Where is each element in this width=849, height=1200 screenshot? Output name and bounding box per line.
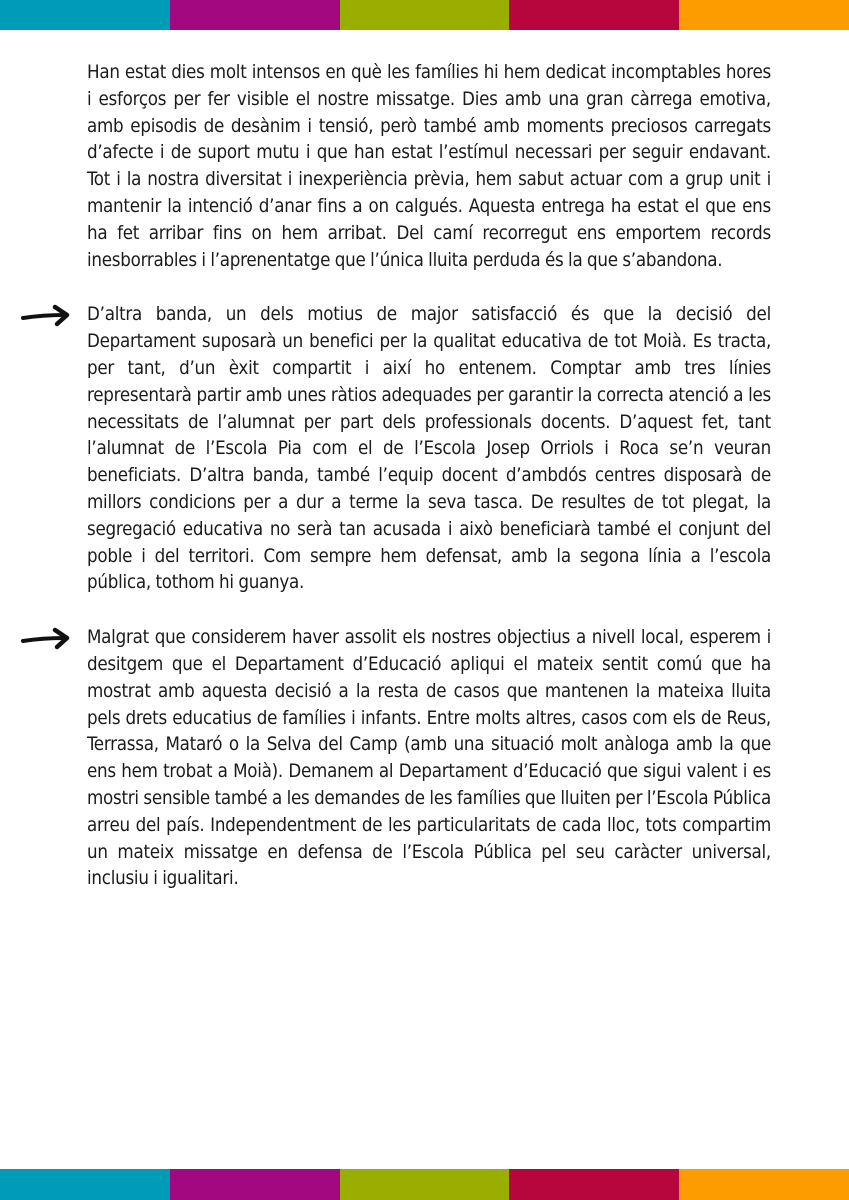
document-body (87, 60, 771, 921)
paragraph-3-text: Malgrat que considerem haver assolit els nostres objectius a nivell local, esperem i desitgem que el Departament d’Educació apliqui el mateix sentit comú que ha mostrat amb aquesta decisió a la resta de casos que mantenen la mateixa lluita pels drets educatius de famílies i infants. Entre molts altres, casos com els de Reus, Terrassa, Mataró o la Selva del Camp (amb una situació molt anàloga amb la que ens hem trobat a Moià). Demanem al Departament d’Educació que sigui valent i es mostri sensible també a les demandes de les famílies que lluiten per l’Escola Pública arreu del país. Independentment de les particularitats de cada lloc, tots compartim un mateix missatge en defensa de l’Escola Pública pel seu caràcter universal, inclusiu i igualitari. (87, 627, 771, 890)
paragraph-3 (87, 625, 771, 893)
paragraph-1 (87, 60, 771, 274)
color-segment-teal (0, 1169, 170, 1200)
color-segment-crimson (509, 0, 679, 30)
color-segment-teal (0, 0, 170, 30)
color-segment-crimson (509, 1169, 679, 1200)
top-color-bar (0, 0, 849, 30)
paragraph-2 (87, 302, 771, 597)
arrow-right-icon (21, 627, 73, 651)
color-segment-olive (340, 1169, 510, 1200)
paragraph-1-text: Han estat dies molt intensos en què les famílies hi hem dedicat incomptables hores i esforços per fer visible el nostre missatge. Dies amb una gran càrrega emotiva, amb episodis de desànim i tensió, però també amb moments preciosos carregats d’afecte i de suport mutu i que han estat l’estímul necessari per seguir endavant. Tot i la nostra diversitat i inexperiència prèvia, hem sabut actuar com a grup unit i mantenir la intenció d’anar fins a on calgués. Aquesta entrega ha estat el que ens ha fet arribar fins on hem arribat. Del camí recorregut ens emportem records inesborrables i l’aprenentatge que l’única lluita perduda és la que s’abandona. (87, 62, 771, 271)
color-segment-magenta (170, 0, 340, 30)
color-segment-orange (679, 0, 849, 30)
bottom-color-bar (0, 1169, 849, 1200)
color-segment-olive (340, 0, 510, 30)
paragraph-2-text: D’altra banda, un dels motius de major satisfacció és que la decisió del Departament suposarà un benefici per la qualitat educativa de tot Moià. Es tracta, per tant, d’un èxit compartit i així ho entenem. Comptar amb tres línies representarà partir amb unes ràtios adequades per garantir la correcta atenció a les necessitats de l’alumnat per part dels professionals docents. D’aquest fet, tant l’alumnat de l’Escola Pia com el de l’Escola Josep Orriols i Roca se’n veuran beneficiats. D’altra banda, també l’equip docent d’ambdós centres disposarà de millors condicions per a dur a terme la seva tasca. De resultes de tot plegat, la segregació educativa no serà tan acusada i això beneficiarà també el conjunt del poble i del territori. Com sempre hem defensat, amb la segona línia a l’escola pública, tothom hi guanya. (87, 304, 771, 594)
color-segment-orange (679, 1169, 849, 1200)
arrow-right-icon (21, 304, 73, 328)
color-segment-magenta (170, 1169, 340, 1200)
